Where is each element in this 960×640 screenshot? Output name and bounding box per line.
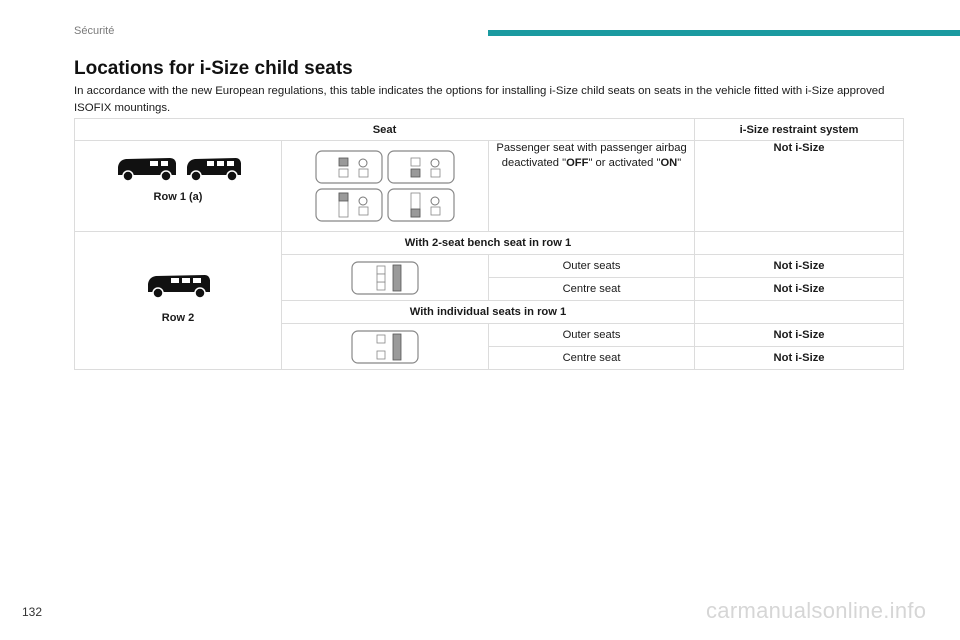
row1-van-icons	[75, 155, 281, 181]
intro-paragraph: In accordance with the new European regulations, this table indicates the options for installing i-Size child seats on seats in the vehicle fitted with i-Size approved ISOFIX mountings.	[74, 85, 885, 114]
isize-seat-table	[74, 118, 904, 370]
front-seat-diagram-icon	[315, 150, 383, 184]
airbag-off-label: OFF	[566, 157, 589, 169]
bench-diagram-cell	[282, 255, 489, 301]
rear-individual-diagram-icon	[351, 330, 419, 364]
row2-van-icon-wrap	[75, 272, 281, 298]
bench-outer-label: Outer seats	[489, 255, 695, 278]
row2-label: Row 2	[161, 311, 195, 324]
bench-seat-diagram-icon	[387, 188, 455, 222]
table-row-row1	[75, 141, 904, 232]
row1-description	[489, 141, 695, 232]
rear-bench-diagram-icon	[351, 261, 419, 295]
row1-label: Row 1 (a)	[153, 191, 203, 203]
individual-outer-value: Not i-Size	[695, 324, 904, 347]
airbag-on-label: ON	[660, 157, 678, 169]
section-label: Sécurité	[74, 25, 115, 37]
page-title: Locations for i-Size child seats	[74, 58, 353, 79]
individual-diagram-wrap	[282, 330, 488, 364]
van-short-icon	[114, 155, 178, 181]
bench-centre-label: Centre seat	[489, 278, 695, 301]
front-seat-diagram-icon	[387, 150, 455, 184]
row2-bench-header: With 2-seat bench seat in row 1	[282, 232, 695, 255]
row1-desc-text: " or activated "	[588, 157, 661, 169]
individual-centre-value: Not i-Size	[695, 347, 904, 370]
row1-diagram-cell	[282, 141, 489, 232]
bench-diagram-wrap	[282, 261, 488, 295]
bench-seat-diagram-icon	[315, 188, 383, 222]
van-long-icon	[184, 155, 242, 181]
row1-seat-diagrams	[282, 150, 488, 222]
van-long-icon	[145, 272, 211, 298]
individual-centre-label: Centre seat	[489, 347, 695, 370]
watermark-text: carmanualsonline.info	[706, 598, 927, 623]
row1-desc-text: "	[677, 157, 682, 169]
row1-seat-cell	[75, 141, 282, 232]
individual-outer-label: Outer seats	[489, 324, 695, 347]
row2-seat-cell	[75, 232, 282, 370]
bench-centre-value: Not i-Size	[695, 278, 904, 301]
row1-desc-text: Passenger seat with passenger airbag deactivated "	[496, 142, 687, 169]
table-row-row2-bench-header	[75, 232, 904, 255]
header-seat: Seat	[75, 119, 695, 141]
individual-diagram-cell	[282, 324, 489, 370]
row1-restraint-value: Not i-Size	[695, 141, 904, 232]
header-accent-bar	[488, 30, 960, 36]
empty-cell	[695, 301, 904, 324]
row2-individual-header: With individual seats in row 1	[282, 301, 695, 324]
bench-outer-value: Not i-Size	[695, 255, 904, 278]
header-restraint-system: i-Size restraint system	[695, 119, 904, 141]
empty-cell	[695, 232, 904, 255]
page-number: 132	[22, 605, 43, 619]
table-header-row	[75, 119, 904, 141]
